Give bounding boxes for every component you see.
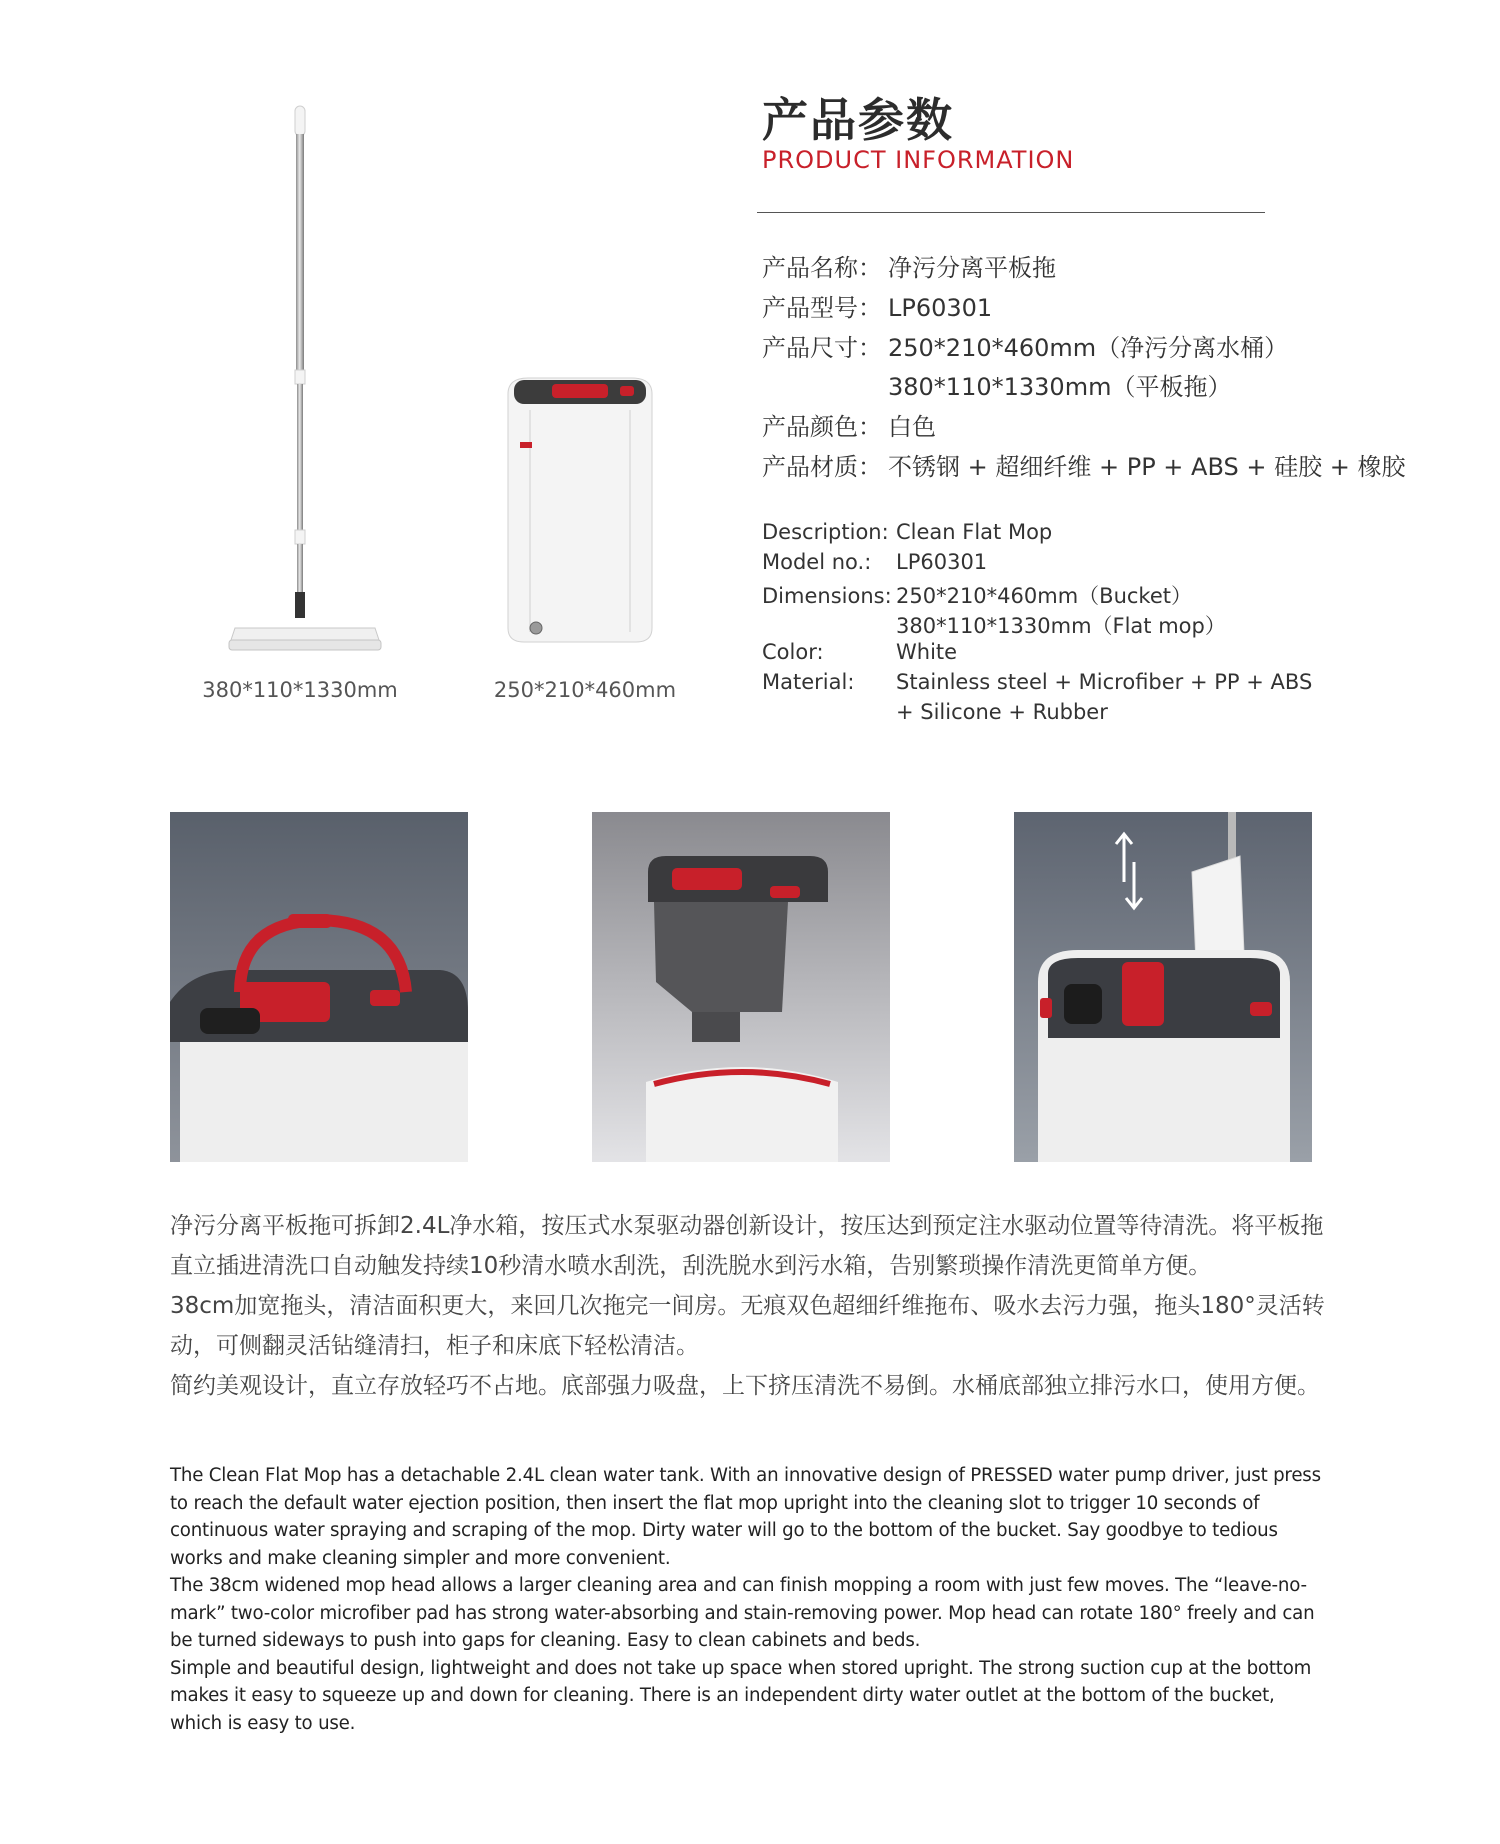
- bucket-size-caption: 250*210*460mm: [493, 678, 677, 702]
- page-title: 产品参数: [762, 93, 954, 147]
- spec-en-material: Material: Stainless steel + Microfiber + PP + ABS: [762, 670, 1313, 694]
- spec-en-material-2: + Silicone + Rubber: [896, 700, 1108, 724]
- spec-en-model: Model no.: LP60301: [762, 550, 988, 574]
- spec-cn-size-2: 380*110*1330mm（平板拖）: [888, 373, 1232, 401]
- photo-tank-removal: [592, 812, 890, 1162]
- title-divider: [757, 212, 1265, 213]
- flat-mop-image: [215, 100, 395, 660]
- spec-cn-material: 产品材质： 不锈钢 + 超细纤维 + PP + ABS + 硅胶 + 橡胶: [762, 453, 1406, 481]
- description-cn-paragraph: 38cm加宽拖头，清洁面积更大，来回几次拖完一间房。无痕双色超细纤维拖布、吸水去污力强，拖头180°灵活转动，可侧翻灵活钻缝清扫，柜子和床底下轻松清洁。: [170, 1293, 1325, 1359]
- spec-cn-name: 产品名称： 净污分离平板拖: [762, 254, 1056, 282]
- spec-en-color: Color: White: [762, 640, 958, 664]
- spec-en-dimensions: Dimensions: 250*210*460mm（Bucket）: [762, 584, 1192, 608]
- description-en-paragraph: The Clean Flat Mop has a detachable 2.4L clean water tank. With an innovative design of PRESSED water pump driver, just press to reach the default water ejection position, then insert the flat mop upright into the cleaning slot to trigger 10 seconds of continuous water spraying and scraping of the mop. Dirty water will go to the bottom of the bucket. Say goodbye to tedious works and make cleaning simpler and more convenient.: [170, 1465, 1321, 1569]
- spec-en-description: Description: Clean Flat Mop: [762, 520, 1053, 544]
- description-cn-paragraph: 净污分离平板拖可拆卸2.4L净水箱，按压式水泵驱动器创新设计，按压达到预定注水驱动位置等待清洗。将平板拖直立插进清洗口自动触发持续10秒清水喷水刮洗，刮洗脱水到污水箱，告别繁琐操作清洗更简单方便。: [170, 1213, 1324, 1279]
- description-cn-paragraph: 简约美观设计，直立存放轻巧不占地。底部强力吸盘，上下挤压清洗不易倒。水桶底部独立排污水口，使用方便。: [170, 1373, 1320, 1399]
- bucket-image: [500, 370, 660, 650]
- spec-cn-color: 产品颜色： 白色: [762, 413, 936, 441]
- page-subtitle: PRODUCT INFORMATION: [762, 146, 1075, 174]
- photo-bucket-handle: [170, 812, 468, 1162]
- spec-cn-model: 产品型号： LP60301: [762, 294, 993, 322]
- spec-en-dimensions-2: 380*110*1330mm（Flat mop）: [896, 614, 1226, 638]
- description-en-paragraph: Simple and beautiful design, lightweight and does not take up space when stored upright. The strong suction cup at the bottom makes it easy to squeeze up and down for cleaning. There is an independent dirty water outlet at the bottom of the bucket, which is easy to use.: [170, 1657, 1312, 1734]
- description-cn: [170, 1206, 1330, 1406]
- mop-size-caption: 380*110*1330mm: [202, 678, 398, 702]
- description-en-paragraph: The 38cm widened mop head allows a larger cleaning area and can finish mopping a room with just few moves. The “leave-no-mark” two-color microfiber pad has strong water-absorbing and stain-removing power. Mop head can rotate 180° freely and can be turned sideways to push into gaps for cleaning. Easy to clean cabinets and beds.: [170, 1575, 1315, 1651]
- photo-mop-cleaning: [1014, 812, 1312, 1162]
- spec-cn-size: 产品尺寸： 250*210*460mm（净污分离水桶）: [762, 334, 1289, 362]
- description-en: [170, 1462, 1330, 1737]
